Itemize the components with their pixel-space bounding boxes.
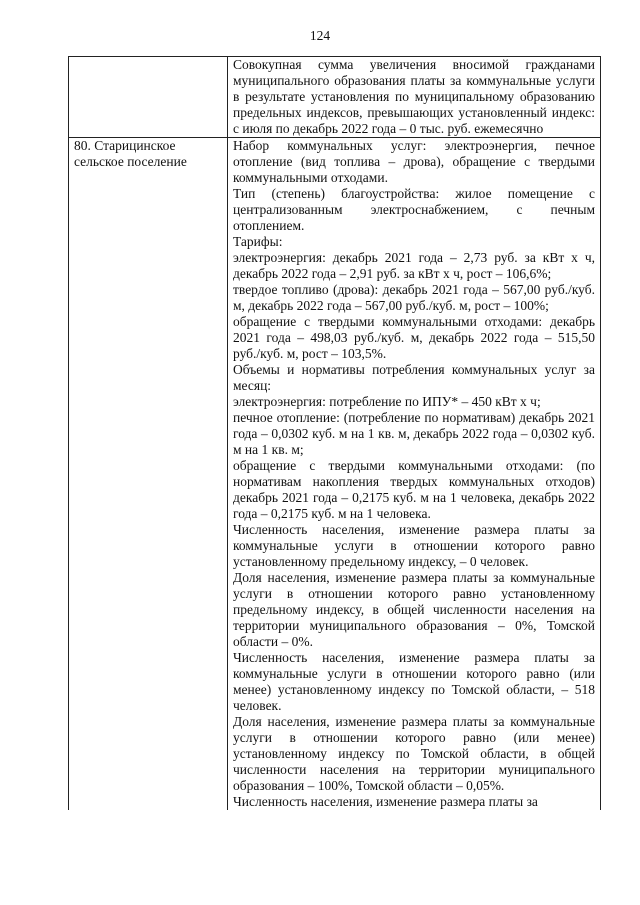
paragraph: обращение с твердыми коммунальными отходами: декабрь 2021 года – 498,03 руб./куб. м, декабрь 2022 года – 515,50 руб./куб. м, рост – 103,5%. bbox=[233, 314, 595, 361]
paragraph: Тарифы: bbox=[233, 234, 283, 249]
paragraph: электроэнергия: декабрь 2021 года – 2,73 руб. за кВт х ч, декабрь 2022 года – 2,91 руб. за кВт х ч, рост – 106,6%; bbox=[233, 250, 595, 281]
paragraph: Совокупная сумма увеличения вносимой гражданами муниципального образования платы за коммунальные услуги в результате установления по муниципальному образованию предельных индексов, превышающих установленный индекс: с июля по декабрь 2022 года – 0 тыс. руб. ежемесячно bbox=[233, 57, 595, 136]
paragraph: печное отопление: (потребление по нормативам) декабрь 2021 года – 0,0302 куб. м на 1 кв. м, декабрь 2022 года – 0,0302 куб. м на 1 кв. м; bbox=[233, 410, 595, 457]
paragraph: Доля населения, изменение размера платы за коммунальные услуги в отношении которого равно (или менее) установленному индексу по Томской области, в общей численности населения на территории муниципального образования – 100%, Томской области – 0,05%. bbox=[233, 714, 595, 793]
description-cell bbox=[228, 138, 601, 811]
paragraph: Численность населения, изменение размера платы за коммунальные услуги в отношении которого равно (или менее) установленному индексу по Томской области, – 518 человек. bbox=[233, 650, 595, 713]
table-row bbox=[69, 57, 601, 138]
region-cell: 80. Старицинское сельское поселение bbox=[69, 138, 228, 811]
paragraph: обращение с твердыми коммунальными отходами: (по нормативам накопления твердых коммунальных отходов) декабрь 2021 года – 0,2175 куб. м на 1 человека, декабрь 2022 года – 0,2175 куб. м на 1 человека. bbox=[233, 458, 595, 521]
paragraph: твердое топливо (дрова): декабрь 2021 года – 567,00 руб./куб. м, декабрь 2022 года – 567,00 руб./куб. м, рост – 100%; bbox=[233, 282, 595, 313]
table-row bbox=[69, 138, 601, 811]
page-number: 124 bbox=[309, 28, 331, 43]
paragraph: Численность населения, изменение размера платы за bbox=[233, 794, 538, 809]
paragraph: Тип (степень) благоустройства: жилое помещение с централизованным электроснабжением, с печным отоплением. bbox=[233, 186, 595, 233]
paragraph: Объемы и нормативы потребления коммунальных услуг за месяц: bbox=[233, 362, 595, 393]
region-cell bbox=[69, 57, 228, 138]
paragraph: Доля населения, изменение размера платы за коммунальные услуги в отношении которого равно установленному предельному индексу, в общей численности населения на территории муниципального образования – 0%, Томской области – 0%. bbox=[233, 570, 595, 649]
tariff-table bbox=[68, 56, 601, 810]
description-cell bbox=[228, 57, 601, 138]
paragraph: Набор коммунальных услуг: электроэнергия, печное отопление (вид топлива – дрова), обращение с твердыми коммунальными отходами. bbox=[233, 138, 595, 185]
paragraph: Численность населения, изменение размера платы за коммунальные услуги в отношении которого равно установленному предельному индексу, – 0 человек. bbox=[233, 522, 595, 569]
paragraph: электроэнергия: потребление по ИПУ* – 450 кВт х ч; bbox=[233, 394, 541, 409]
